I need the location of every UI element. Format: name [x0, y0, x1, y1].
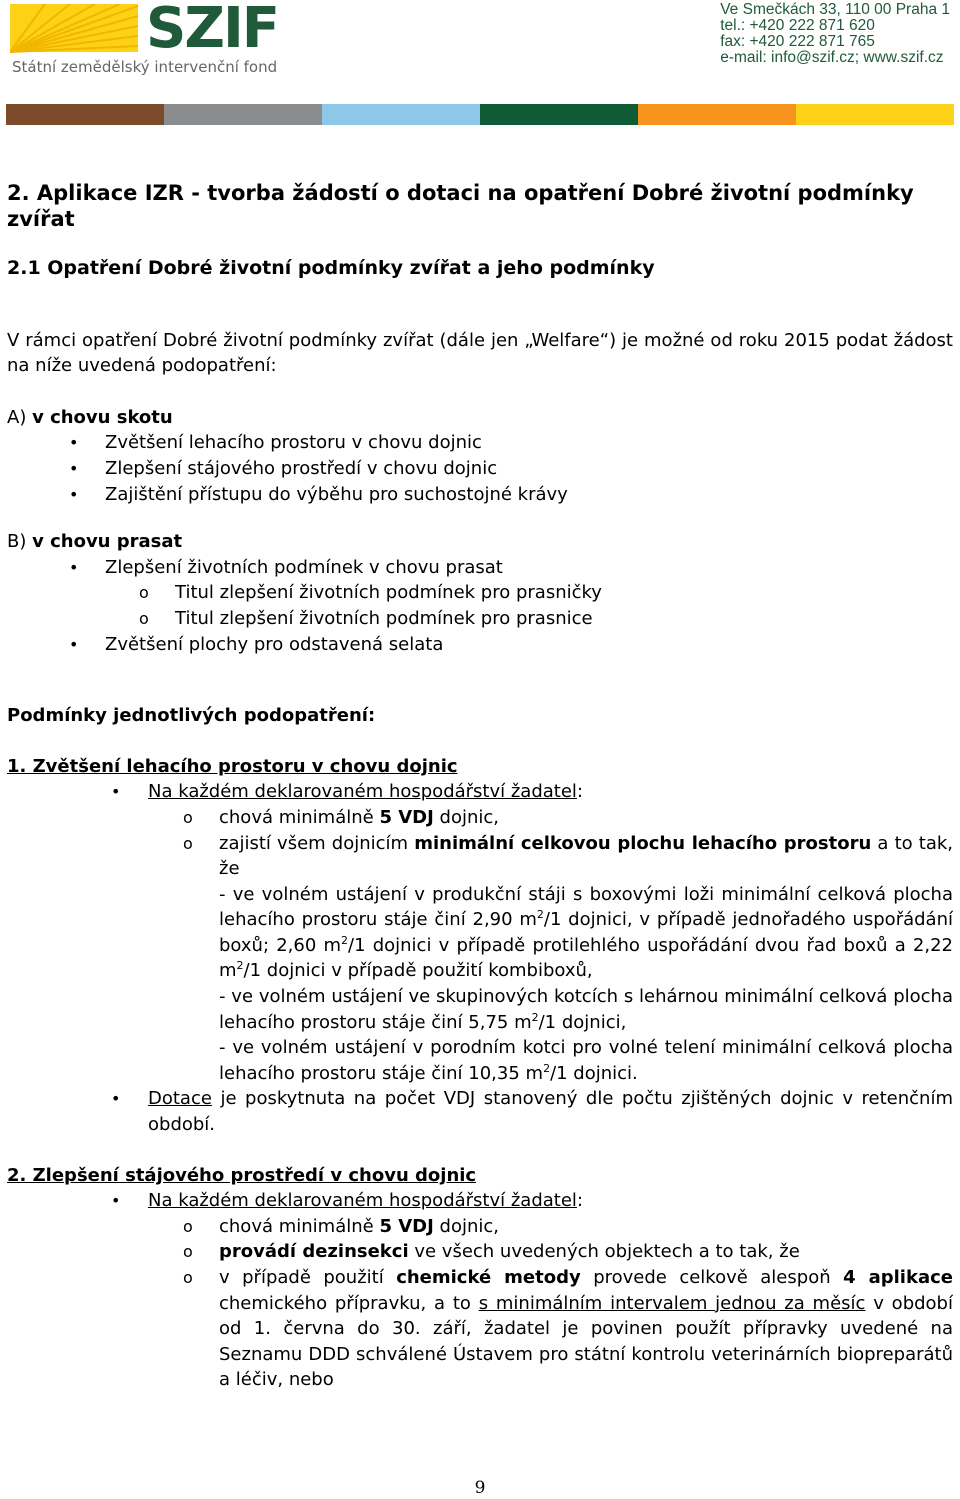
- cond2-list: [7, 1188, 953, 1393]
- contact-block: [720, 2, 950, 66]
- cond2-heading: 2. Zlepšení stájového prostředí v chovu dojnic: [7, 1164, 477, 1186]
- logo-subtitle: Státní zemědělský intervenční fond: [12, 58, 278, 76]
- list-item: • Zvětšení lehacího prostoru v chovu dojnic: [69, 432, 482, 454]
- list-item: • Na každém deklarovaném hospodářství žadatel:: [111, 781, 584, 803]
- list-subitem: o chová minimálně 5 VDJ dojnic,: [183, 806, 500, 828]
- group-b-list: [7, 555, 953, 657]
- list-subitem: o v případě použití chemické metody provede celkově alespoň 4 aplikace chemického přípravku, a to s minimálním intervalem jednou za měsíc v období od 1. června do 30. září, žadatel je povinen použít přípravky uvedené na Seznamu DDD schválené Ústavem pro státní kontrolu veterinárních biopreparátů a léčiv, nebo: [183, 1267, 953, 1391]
- logo-sun-icon: [10, 4, 140, 54]
- conditions-heading: Podmínky jednotlivých podopatření:: [7, 705, 376, 727]
- list-subitem: o provádí dezinsekci ve všech uvedených objektech a to tak, že: [183, 1241, 800, 1263]
- list-subitem: o zajistí všem dojnicím minimální celkovou plochu lehacího prostoru a to tak, že: [183, 832, 953, 880]
- color-bar-segment: [6, 104, 164, 125]
- contact-tel: tel.: +420 222 871 620: [720, 17, 875, 34]
- contact-email: e-mail: info@szif.cz; www.szif.cz: [720, 49, 944, 66]
- list-item: • Na každém deklarovaném hospodářství žadatel:: [111, 1190, 584, 1212]
- color-bar-segment: [164, 104, 322, 125]
- subsection-title: 2.1 Opatření Dobré životní podmínky zvířat a jeho podmínky: [7, 257, 655, 279]
- color-bar-segment: [322, 104, 480, 125]
- group-a-list: [7, 430, 953, 507]
- cond1-heading: 1. Zvětšení lehacího prostoru v chovu dojnic: [7, 755, 458, 777]
- color-bar-segment: [480, 104, 638, 125]
- document-body: [7, 180, 953, 1393]
- section-title: 2. Aplikace IZR - tvorba žádostí o dotaci na opatření Dobré životní podmínky zvířat: [7, 181, 914, 231]
- list-paragraph: - ve volném ustájení v porodním kotci pro volné telení minimální celková plocha lehacího prostoru stáje činí 10,35 $m^2/1$ dojnici.: [219, 1037, 953, 1084]
- list-paragraph: - ve volném ustájení v produkční stáji s boxovými loži minimální celková plocha lehacího prostoru stáje činí 2,90 $m^2/1$ dojnici, v případě jednořadého uspořádání boxů; 2,60 $m^2/1$ dojnici v případě protilehlého uspořádání dvou řad boxů a 2,22 $m^2/1$ dojnici v případě použití kombiboxů,: [219, 883, 953, 982]
- group-a-heading: A) v chovu skotu: [7, 406, 173, 428]
- list-item: • Zlepšení stájového prostředí v chovu dojnic: [69, 457, 498, 479]
- color-bar-segment: [796, 104, 954, 125]
- cond1-list: [7, 779, 953, 1137]
- list-subitem: o chová minimálně 5 VDJ dojnic,: [183, 1215, 500, 1237]
- page-header: [0, 0, 960, 128]
- intro-paragraph: V rámci opatření Dobré životní podmínky zvířat (dále jen „Welfare“) je možné od roku 2015 podat žádost na níže uvedená podopatření:: [7, 329, 953, 377]
- list-subitem: o Titul zlepšení životních podmínek pro prasničky: [139, 582, 602, 604]
- color-bar-segment: [638, 104, 796, 125]
- list-item: • Dotace je poskytnuta na počet VDJ stanovený dle počtu zjištěných dojnic v retenčním období.: [111, 1088, 953, 1136]
- list-item: • Zvětšení plochy pro odstavená selata: [69, 633, 444, 655]
- list-paragraph: - ve volném ustájení ve skupinových kotcích s lehárnou minimální celková plocha lehacího prostoru stáje činí 5,75 $m^2/1$ dojnici,: [219, 986, 953, 1033]
- list-item: • Zajištění přístupu do výběhu pro suchostojné krávy: [69, 483, 568, 505]
- contact-address: Ve Smečkách 33, 110 00 Praha 1: [720, 1, 950, 18]
- szif-logo: [10, 0, 280, 76]
- group-b-heading: B) v chovu prasat: [7, 531, 183, 553]
- header-color-bar: [6, 104, 954, 125]
- logo-wordmark: SZIF: [146, 0, 279, 61]
- list-item: • Zlepšení životních podmínek v chovu prasat: [69, 556, 503, 578]
- list-subitem: o Titul zlepšení životních podmínek pro prasnice: [139, 607, 593, 629]
- contact-fax: fax: +420 222 871 765: [720, 33, 875, 50]
- page-number: 9: [474, 1478, 486, 1498]
